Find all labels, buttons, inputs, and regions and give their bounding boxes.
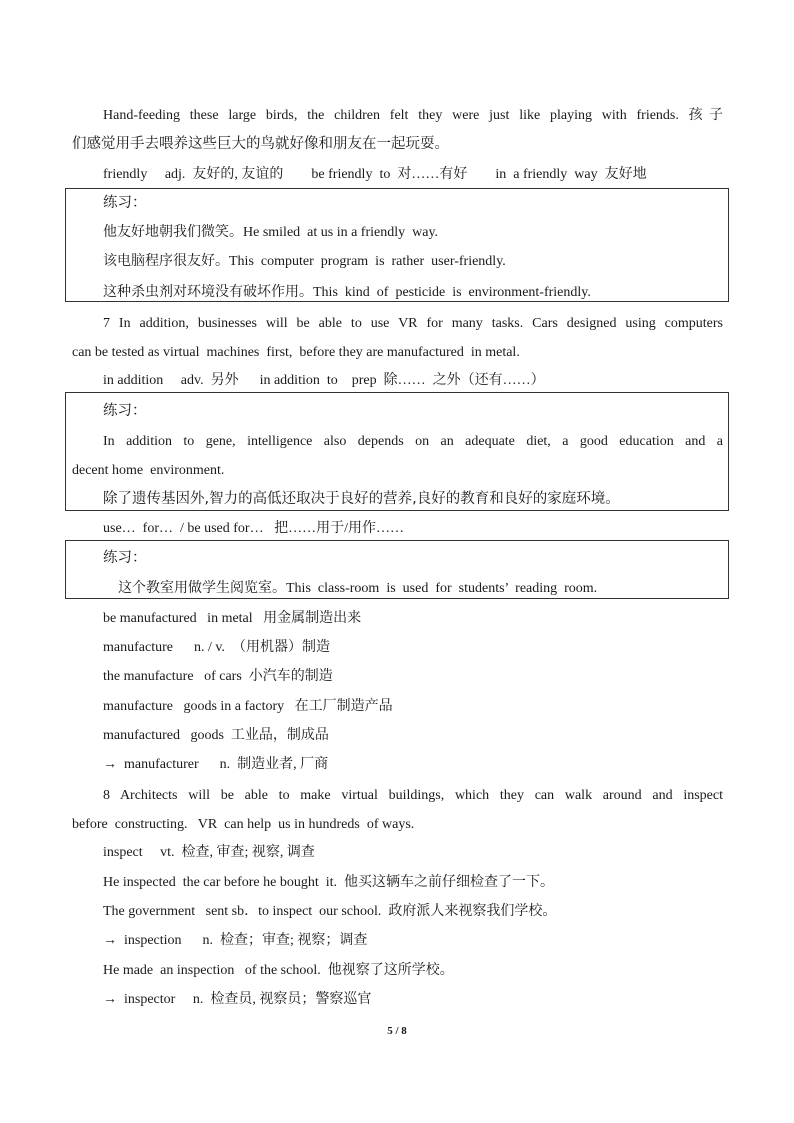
vocab-line: manufactured goods 工业品，制成品: [103, 728, 329, 743]
paragraph-7-line: 7 In addition, businesses will be able to use VR for many tasks. Cars designed using computers: [103, 316, 723, 331]
vocab-line: → manufacturer n. 制造业者, 厂商: [103, 757, 329, 772]
exercise-heading: 练习：: [103, 195, 147, 211]
exercise-sentence: 该电脑程序很友好。This computer program is rather user-friendly.: [103, 254, 506, 269]
exercise-sentence: 除了遗传基因外,智力的高低还取决于良好的营养,良好的教育和良好的家庭环境。: [103, 491, 620, 507]
exercise-sentence: 这种杀虫剂对环境没有破坏作用。This kind of pesticide is environment-friendly.: [103, 285, 591, 300]
page-number: 5 / 8: [387, 1025, 407, 1037]
exercise-heading: 练习：: [103, 403, 147, 419]
vocab-line: the manufacture of cars 小汽车的制造: [103, 669, 333, 684]
vocab-line: manufacture n. / v. （用机器）制造: [103, 640, 330, 655]
text-line: Hand-feeding these large birds, the children felt they were just like playing with friends. 孩子: [103, 108, 723, 123]
vocab-line: manufacture goods in a factory 在工厂制造产品: [103, 699, 393, 714]
vocab-line: → inspection n. 检查；审查; 视察；调查: [103, 933, 368, 948]
paragraph-8-line: 8 Architects will be able to make virtual buildings, which they can walk around and inspect: [103, 788, 723, 803]
vocab-line-inspect: inspect vt. 检查, 审查; 视察, 调查: [103, 845, 315, 860]
paragraph-8-line: before constructing. VR can help us in hundreds of ways.: [72, 817, 415, 832]
vocab-line-use-for: use… for… / be used for… 把……用于/用作……: [103, 521, 404, 536]
vocab-line: → inspector n. 检查员, 视察员；警察巡官: [103, 992, 372, 1007]
exercise-heading: 练习：: [103, 550, 147, 566]
paragraph-7-line: can be tested as virtual machines first, before they are manufactured in metal.: [72, 345, 520, 360]
example-sentence: He inspected the car before he bought it. 他买这辆车之前仔细检查了一下。: [103, 875, 555, 890]
vocab-line-in-addition: in addition adv. 另外 in addition to prep 除…… 之外（还有……）: [103, 373, 545, 388]
exercise-sentence: decent home environment.: [72, 463, 225, 478]
exercise-sentence: 这个教室用做学生阅览室。This class-room is used for students’ reading room.: [118, 581, 598, 596]
vocab-line: be manufactured in metal 用金属制造出来: [103, 611, 362, 626]
exercise-sentence: 他友好地朝我们微笑。He smiled at us in a friendly way.: [103, 225, 439, 240]
exercise-sentence: In addition to gene, intelligence also depends on an adequate diet, a good education and a: [103, 434, 723, 449]
text-line: 们感觉用手去喂养这些巨大的鸟就好像和朋友在一起玩耍。: [72, 136, 449, 152]
example-sentence: The government sent sb．to inspect our school. 政府派人来视察我们学校。: [103, 904, 557, 919]
example-sentence: He made an inspection of the school. 他视察了这所学校。: [103, 963, 454, 978]
vocab-line-friendly: friendly adj. 友好的, 友谊的 be friendly to 对……有好 in a friendly way 友好地: [103, 167, 647, 182]
